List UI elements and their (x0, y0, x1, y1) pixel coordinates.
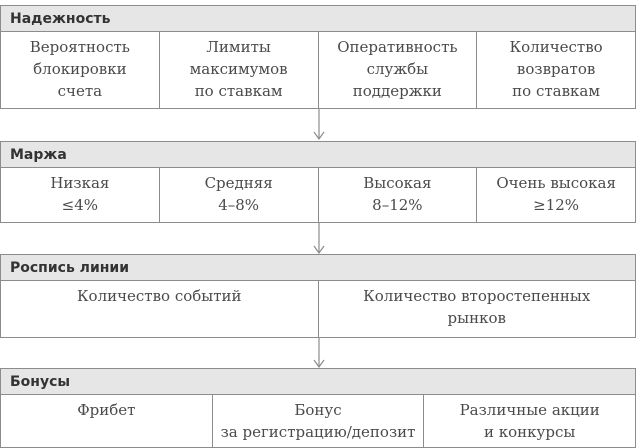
cell-registration-bonus (212, 395, 424, 447)
cell-label: Оперативность службы поддержки (337, 38, 458, 100)
cell-margin-medium (159, 168, 318, 222)
cell-refunds-count (476, 32, 635, 108)
cell-margin-high (318, 168, 477, 222)
cell-freebet (1, 395, 212, 447)
cell-events-count (1, 281, 318, 337)
section-title-margin: Маржа (10, 146, 67, 163)
cell-support-speed (318, 32, 477, 108)
cell-margin-low (1, 168, 159, 222)
down-arrow-icon (313, 109, 325, 141)
cell-label: Количество второстепенных рынков (363, 287, 591, 327)
section-row-reliability (0, 31, 636, 109)
section-header-line-coverage (0, 254, 636, 281)
cell-label: Средняя 4–8% (204, 174, 273, 214)
cell-label: Очень высокая ≥12% (496, 174, 616, 214)
cell-label: Высокая 8–12% (363, 174, 432, 214)
section-header-reliability (0, 5, 636, 32)
section-row-bonuses (0, 394, 636, 448)
down-arrow-icon (313, 338, 325, 369)
section-title-reliability: Надежность (10, 10, 111, 27)
cell-label: Низкая ≤4% (50, 174, 110, 214)
section-title-bonuses: Бонусы (10, 373, 71, 390)
section-row-line-coverage (0, 280, 636, 338)
cell-label: Лимиты максимумов по ставкам (189, 38, 288, 100)
cell-block-probability (1, 32, 159, 108)
cell-label: Различные акции и конкурсы (459, 401, 600, 441)
section-header-bonuses (0, 368, 636, 395)
cell-max-limits (159, 32, 318, 108)
section-row-margin (0, 167, 636, 223)
cell-label: Бонус за регистрацию/депозит (220, 401, 416, 441)
cell-label: Фрибет (77, 401, 136, 419)
cell-label: Количество возвратов по ставкам (509, 38, 603, 100)
section-header-margin (0, 141, 636, 168)
down-arrow-icon (313, 223, 325, 255)
section-title-line-coverage: Роспись линии (10, 259, 130, 276)
cell-promotions (423, 395, 635, 447)
cell-margin-very-high (476, 168, 635, 222)
cell-secondary-markets (318, 281, 636, 337)
cell-label: Вероятность блокировки счета (29, 38, 130, 100)
cell-label: Количество событий (76, 287, 242, 305)
